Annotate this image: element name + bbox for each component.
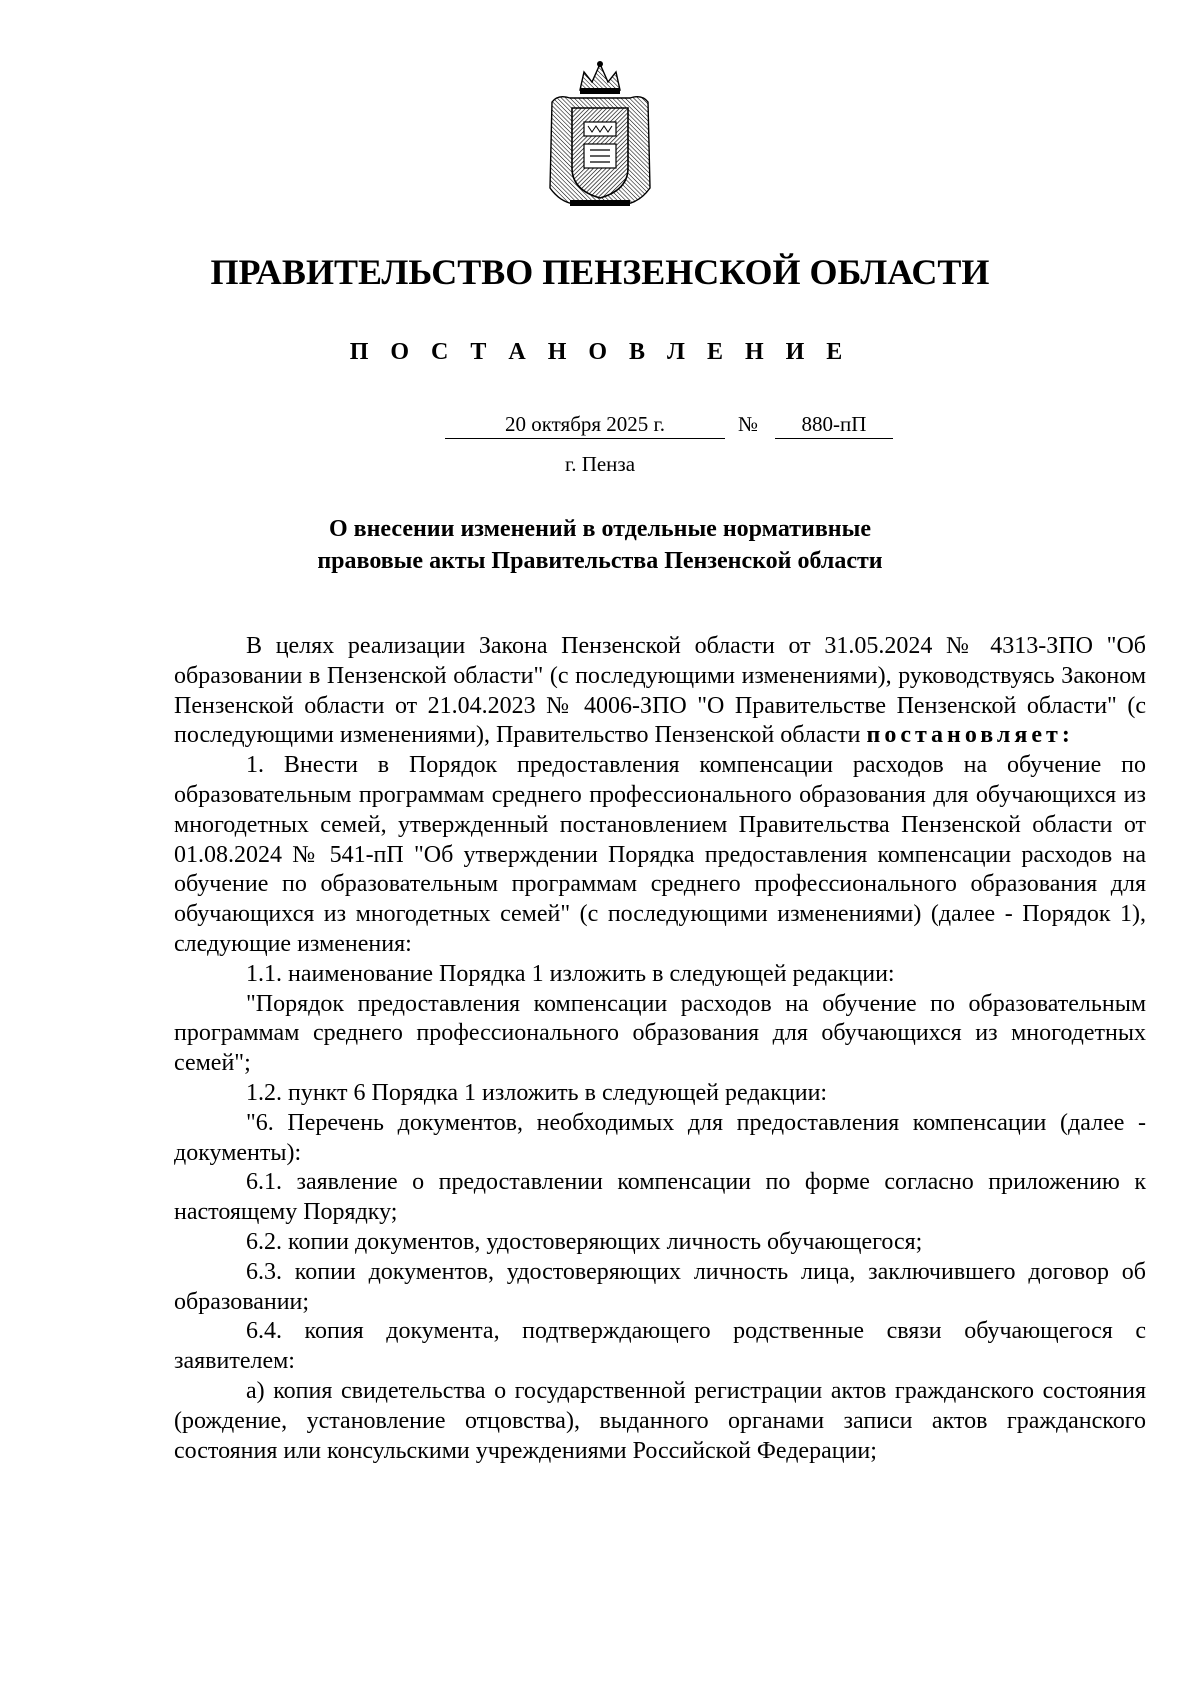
paragraph-6: "6. Перечень документов, необходимых для предоставления компенсации (далее - документы):: [174, 1109, 1146, 1166]
document-city: г. Пенза: [564, 452, 636, 476]
coat-of-arms-emblem: [540, 60, 660, 210]
subject-line-1: О внесении изменений в отдельные нормативные: [328, 516, 872, 542]
paragraph-6-4-a: а) копия свидетельства о государственной регистрации актов гражданского состояния (рождение, установление отцовства), выданного органами записи актов гражданского состояния или консульскими учреждениями Российской Федерации;: [174, 1377, 1146, 1464]
government-title: ПРАВИТЕЛЬСТВО ПЕНЗЕНСКОЙ ОБЛАСТИ: [210, 252, 990, 292]
paragraph-6-3: 6.3. копии документов, удостоверяющих личность лица, заключившего договор об образовании;: [174, 1258, 1146, 1315]
document-body: [174, 632, 1146, 1466]
paragraph-1-1: 1.1. наименование Порядка 1 изложить в следующей редакции:: [246, 960, 895, 987]
document-type-heading: П О С Т А Н О В Л Е Н И Е: [349, 339, 851, 365]
paragraph-1-2: 1.2. пункт 6 Порядка 1 изложить в следующей редакции:: [246, 1079, 828, 1106]
paragraph-1: 1. Внести в Порядок предоставления компенсации расходов на обучение по образовательным программам среднего профессионального образования для обучающихся из многодетных семей, утвержденный постановлением Правительства Пензенской области от 01.08.2024 № 541-пП "Об утверждении Порядка предоставления компенсации расходов на обучение по образовательным программам среднего профессионального образования для обучающихся из многодетных семей" (с последующими изменениями) (далее - Порядок 1), следующие изменения:: [174, 752, 1146, 957]
paragraph-6-4: 6.4. копия документа, подтверждающего родственные связи обучающегося с заявителем:: [174, 1318, 1146, 1375]
preamble-text: В целях реализации Закона Пензенской области от 31.05.2024 № 4313-ЗПО "Об образовании в Пензенской области" (с последующими изменениями), руководствуясь Законом Пензенской области от 21.04.2023 № 4006-ЗПО "О Правительстве Пензенской области" (с последующими изменениями), Правительство Пензенской области: [174, 633, 1146, 749]
paragraph-preamble: [174, 632, 1146, 751]
document-number: 880-пП: [775, 410, 893, 439]
paragraph-6-1: 6.1. заявление о предоставлении компенсации по форме согласно приложению к настоящему Порядку;: [174, 1169, 1146, 1226]
document-date: 20 октября 2025 г.: [445, 410, 725, 439]
subject-line-2: правовые акты Правительства Пензенской области: [317, 548, 883, 574]
resolves-word: постановляет:: [866, 722, 1074, 749]
paragraph-order-title: "Порядок предоставления компенсации расходов на обучение по образовательным программам среднего профессионального образования для обучающихся из многодетных семей";: [174, 990, 1146, 1077]
document-subject: [0, 513, 1200, 577]
number-sign: №: [738, 412, 759, 436]
paragraph-6-2: 6.2. копии документов, удостоверяющих личность обучающегося;: [246, 1228, 923, 1255]
